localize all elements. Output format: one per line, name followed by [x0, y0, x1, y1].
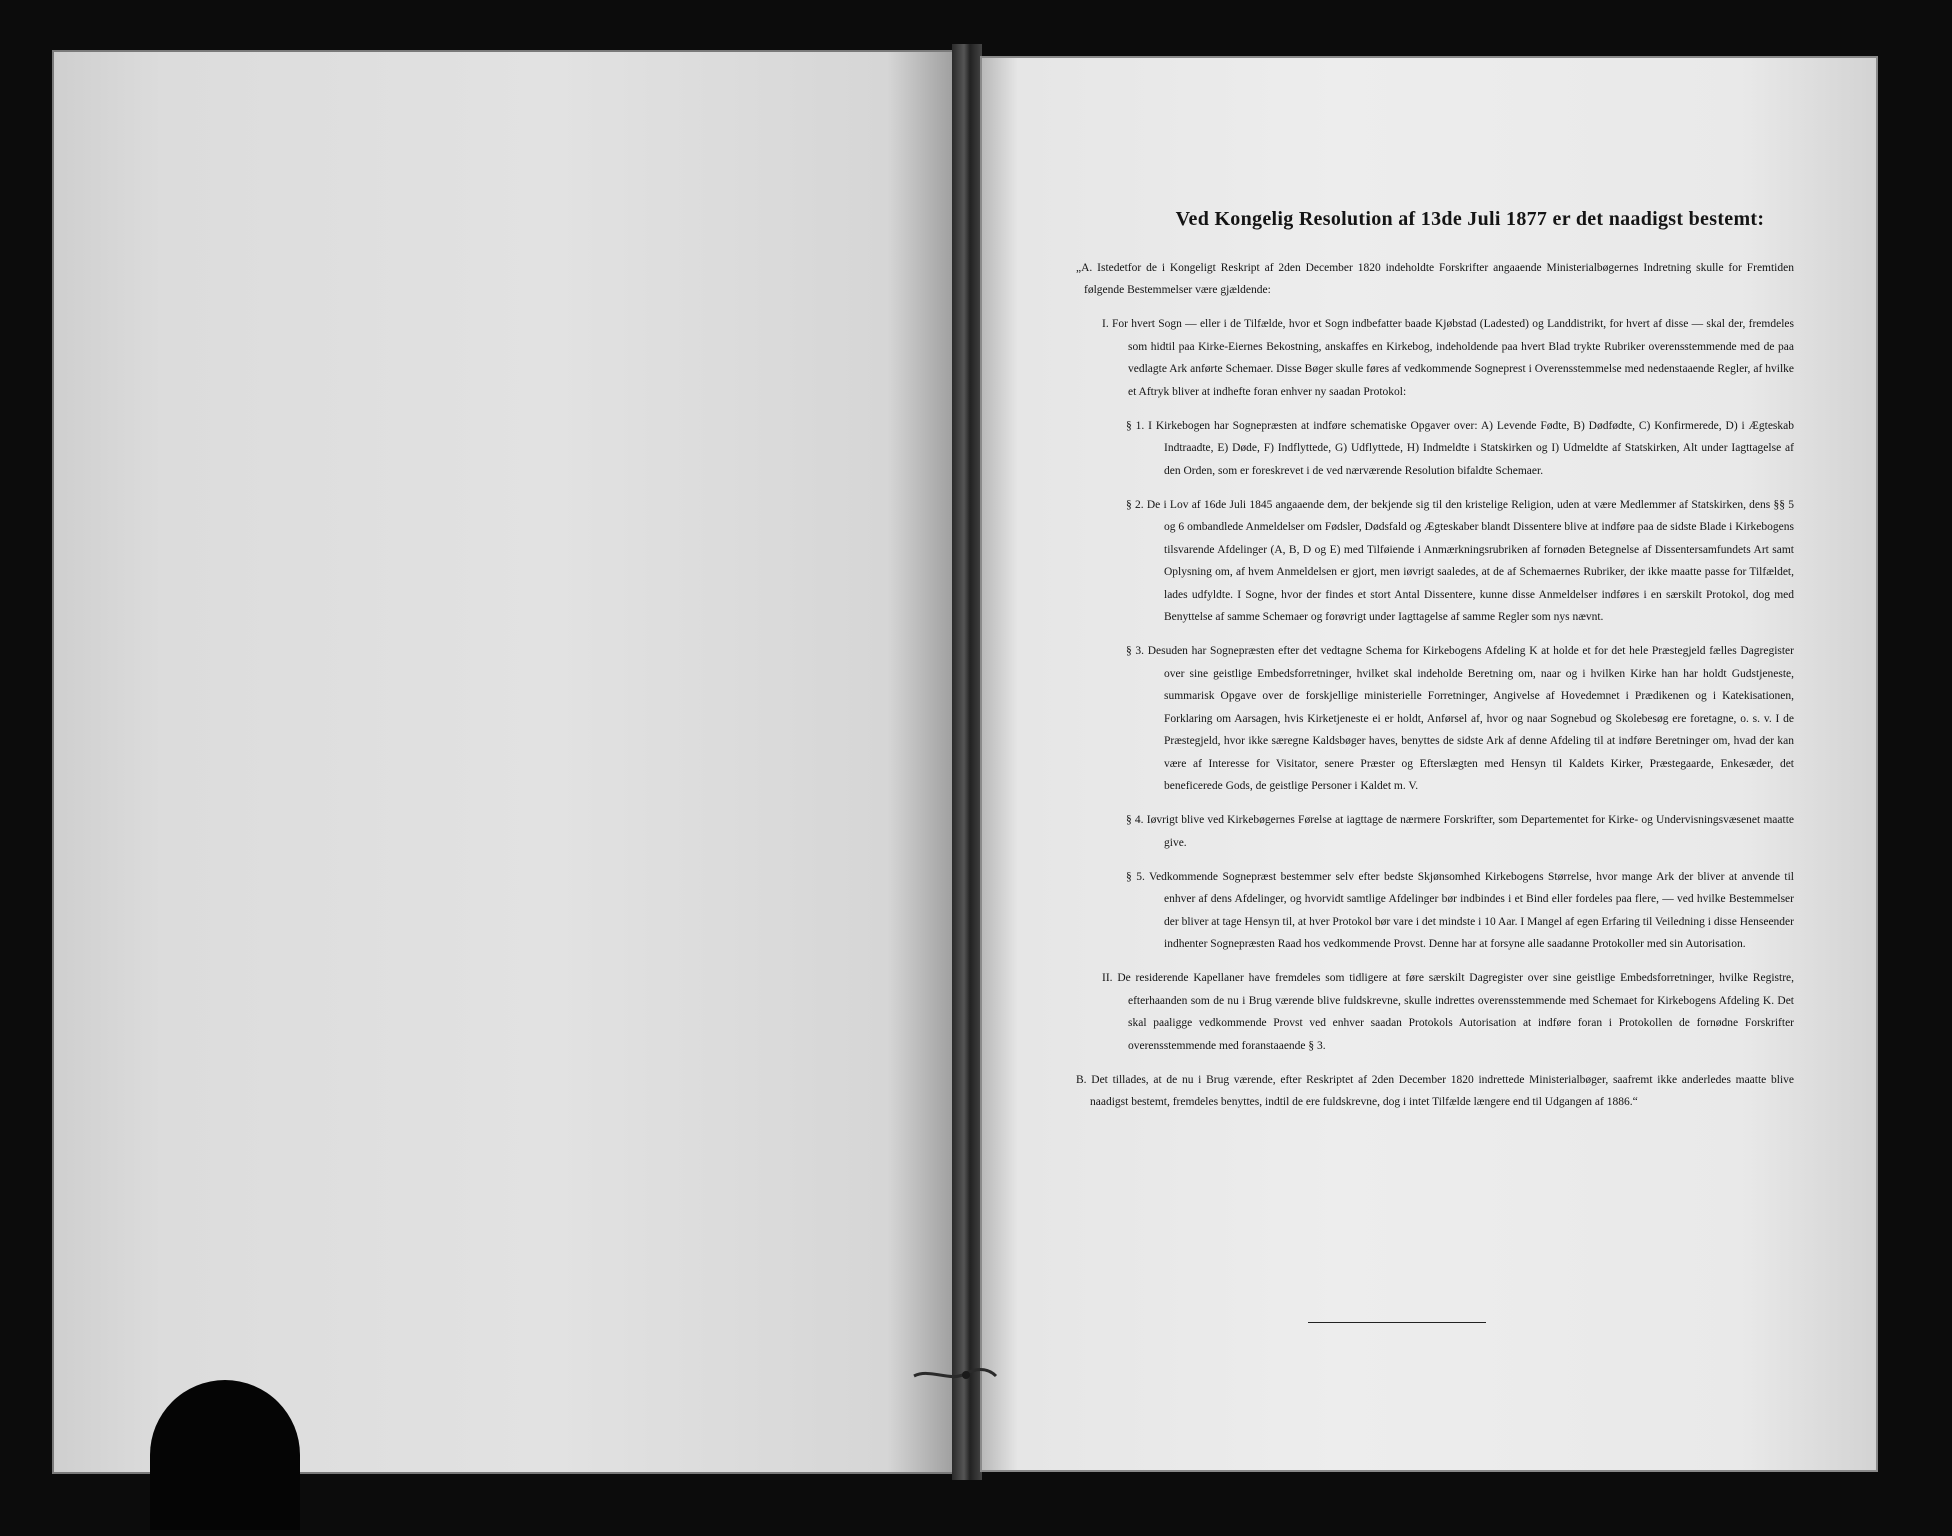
paragraph-5: § 5. Vedkommende Sognepræst bestemmer selv efter bedste Skjønsomhed Kirkebogens Størrelse, hvor mange Ark der bliver at anvende til enhver af dens Afdelinger, og hvorvidt samtlige Afdelinger bør indbindes i et Bind eller fordeles paa flere, — ved hvilke Bestemmelser der bliver at tage Hensyn til, at hver Protokol bør vare i det mindste i 10 Aar. I Mangel af egen Erfaring til Veiledning i disse Henseender indhenter Sognepræsten Raad hos vedkommende Provst. Denne har at forsyne alle saadanne Protokoller med sin Autorisation.	[1126, 870, 1794, 950]
section-i: I. For hvert Sogn — eller i de Tilfælde, hvor et Sogn indbefatter baade Kjøbstad (Ladested) og Landdistrikt, for hvert af disse — skal der, fremdeles som hidtil paa Kirke-Eiernes Bekostning, anskaffes en Kirkebog, indeholdende paa hvert Blad trykte Rubriker overensstemmende med de paa vedlagte Ark anførte Schemaer. Disse Bøger skulle føres af vedkommende Sogneprest i Overensstemmelse med nedenstaaende Regler, af hvilke et Aftryk bliver at indhefte foran enhver ny saadan Protokol:	[1102, 318, 1794, 398]
paragraph-1: § 1. I Kirkebogen har Sognepræsten at indføre schematiske Opgaver over: A) Levende Fødte, B) Dødfødte, C) Konfirmerede, D) i Ægteskab Indtraadte, E) Døde, F) Indflyttede, G) Udflyttede, H) Indmeldte i Statskirken og I) Udmeldte af Statskirken, Alt under Iagttagelse af den Orden, som er foreskrevet i de ved nærværende Resolution bifaldte Schemaer.	[1126, 419, 1794, 477]
section-b: B. Det tillades, at de nu i Brug værende, efter Reskriptet af 2den December 1820 indrettede Ministerialbøger, saafremt ikke anderledes maatte blive naadigst bestemt, fremdeles benyttes, indtil de ere fuldskrevne, dog i intet Tilfælde længere end til Udgangen af 1886.“	[1076, 1073, 1794, 1108]
paragraph-2: § 2. De i Lov af 16de Juli 1845 angaaende dem, der bekjende sig til den kristelige Religion, uden at være Medlemmer af Statskirken, dens §§ 5 og 6 ombandlede Anmeldelser om Fødsler, Dødsfald og Ægteskaber blandt Dissentere blive at indføre paa de sidste Blade i Kirkebogens tilsvarende Afdelinger (A, B, D og E) med Tilføiende i Anmærkningsrubriken af fornøden Betegnelse af Dissentersamfundets Art samt Oplysning om, af hvem Anmeldelsen er gjort, men iøvrigt saaledes, at de af Schemaernes Rubriker, der ikke maatte passe for Tilfældet, lades udfyldte. I Sogne, hvor der findes et stort Antal Dissentere, kunne disse Anmeldelser indføres i en særskilt Protokol, dog med Benyttelse af samme Schemaer og forøvrigt under Iagttagelse af samme Regler som nys nævnt.	[1126, 498, 1794, 623]
binding-stitch	[910, 1364, 1000, 1386]
left-page	[52, 50, 962, 1474]
paragraph-3: § 3. Desuden har Sognepræsten efter det vedtagne Schema for Kirkebogens Afdeling K at holde et for det hele Præstegjeld fælles Dagregister over sine geistlige Embedsforretninger, hvilket skal indeholde Beretning om, naar og i hvilken Kirke han har holdt Gudstjeneste, summarisk Opgave over de forskjellige ministerielle Forretninger, Angivelse af Hovedemnet i Prædikenen og i Katekisationen, Forklaring om Aarsagen, hvis Kirketjeneste ei er holdt, Anførsel af, hvor og naar Sognebud og Skolebesøg ere foretagne, o. s. v. I de Præstegjeld, hvor ikke særegne Kaldsbøger haves, benyttes de sidste Ark af denne Afdeling til at indføre Beretninger om, hvad der kan være af Interesse for Visitator, senere Præster og Efterslægten med Hensyn til Kaldets Kirker, Præstegaarde, Enkesæder, det beneficerede Gods, de geistlige Personer i Kaldet m. V.	[1126, 645, 1794, 792]
book-gutter	[952, 44, 982, 1480]
document-heading: Ved Kongelig Resolution af 13de Juli 1877 er det naadigst bestemt:	[1175, 208, 1765, 230]
section-a: „A. Istedetfor de i Kongeligt Reskript af 2den December 1820 indeholdte Forskrifter angaaende Ministerialbøgernes Indretning skulle for Fremtiden følgende Bestemmelser være gjældende:	[1076, 261, 1794, 296]
resolution-text	[1076, 208, 1794, 1125]
section-ii: II. De residerende Kapellaner have fremdeles som tidligere at føre særskilt Dagregister over sine geistlige Embedsforretninger, hvilke Registre, efterhaanden som de nu i Brug værende blive fuldskrevne, skulle indrettes overensstemmende med Schemaet for Kirkebogens Afdeling K. Det skal paaligge vedkommende Provst ved enhver saadan Protokols Autorisation at indføre foran i Protokollen de fornødne Forskrifter overensstemmende med foranstaaende § 3.	[1102, 972, 1794, 1052]
thumb-shadow	[150, 1380, 300, 1530]
paragraph-4: § 4. Iøvrigt blive ved Kirkebøgernes Førelse at iagttage de nærmere Forskrifter, som Departementet for Kirke- og Undervisningsvæsenet maatte give.	[1126, 814, 1794, 849]
closing-rule	[1308, 1322, 1486, 1323]
